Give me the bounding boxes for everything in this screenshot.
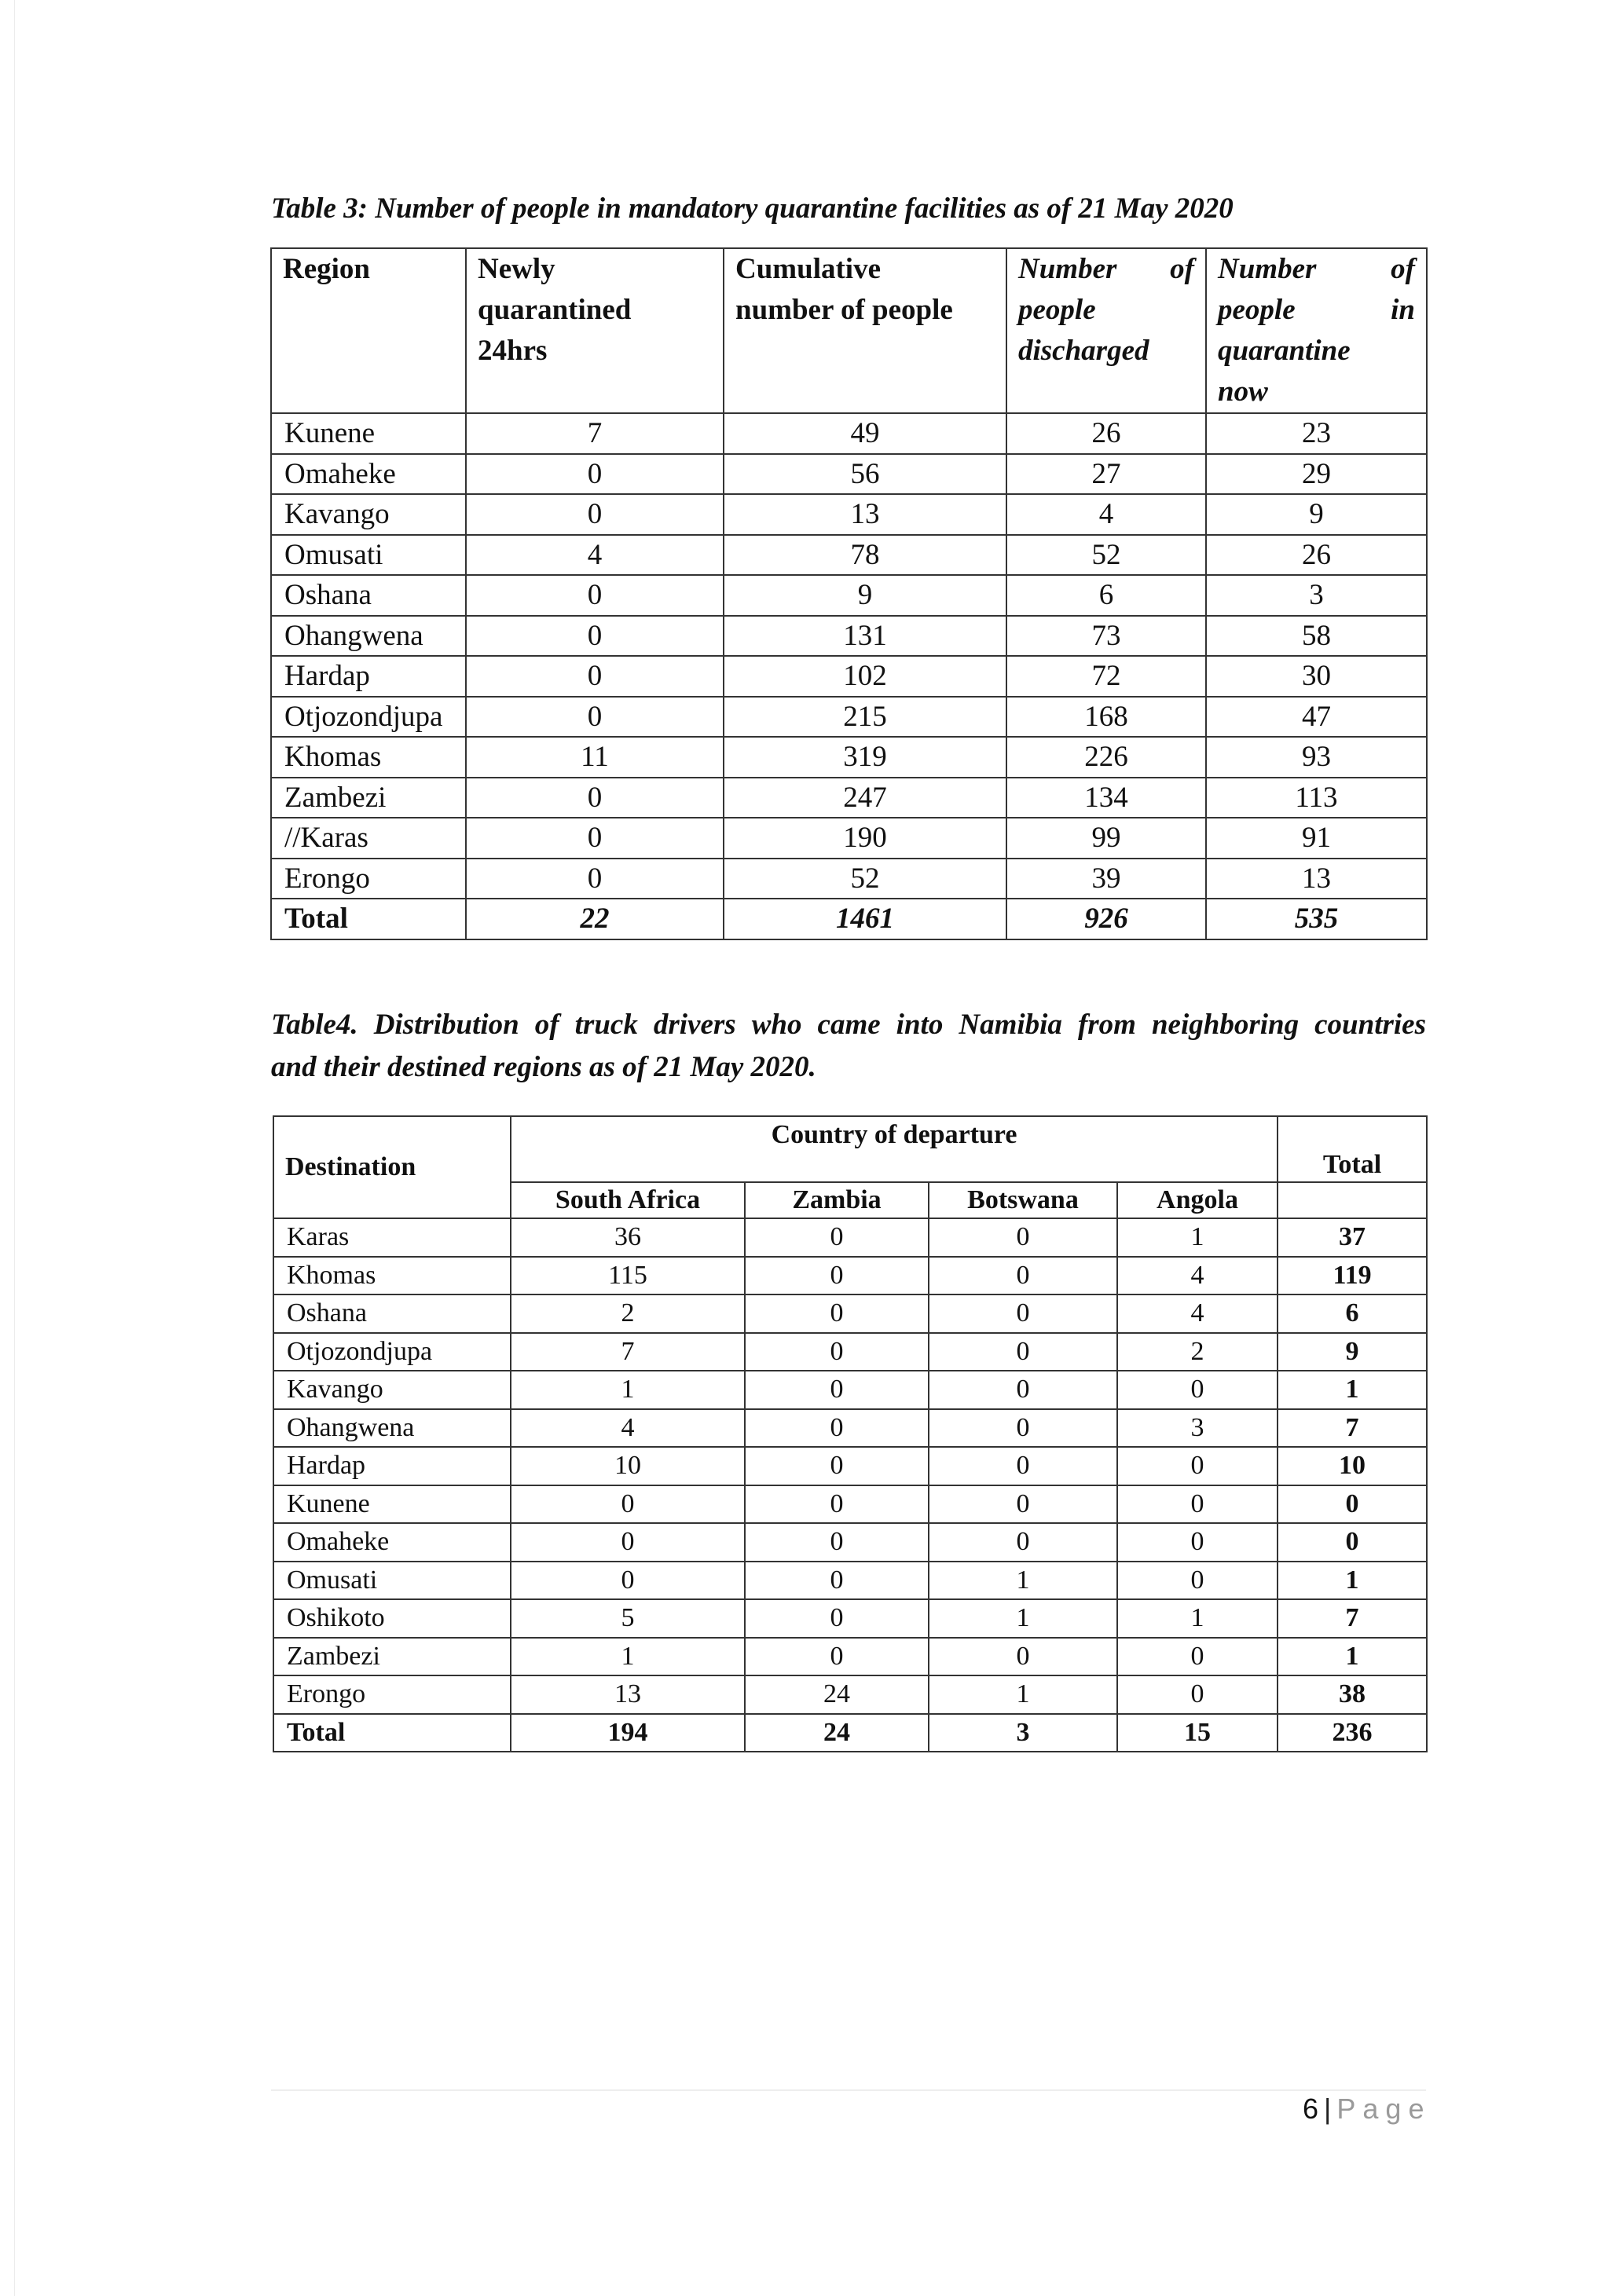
header-line: Cumulative [735,253,881,285]
cell-discharged: 72 [1006,656,1206,697]
cell-in-quarantine-now: 91 [1206,818,1427,859]
cell-angola: 0 [1117,1562,1278,1600]
cell-in-quarantine-now: 26 [1206,535,1427,576]
cell-botswana: 0 [929,1523,1117,1562]
cell-angola: 0 [1117,1638,1278,1676]
table-row [271,575,1427,616]
header-line: 24hrs [478,335,548,367]
header-region: Region [271,248,466,413]
cell-discharged: 52 [1006,535,1206,576]
cell-destination: Karas [273,1218,511,1257]
page-number [1303,2089,1431,2129]
cell-newly-quarantined: 0 [466,494,724,535]
table-row [273,1599,1427,1638]
cell-cumulative: 102 [724,656,1006,697]
header-line: Newly [478,253,555,285]
cell-angola: 0 [1117,1485,1278,1524]
cell-south-africa: 5 [511,1599,745,1638]
cell-botswana: 0 [929,1409,1117,1448]
cell-south-africa: 0 [511,1562,745,1600]
cell-cumulative: 49 [724,413,1006,454]
header-total-blank [1278,1182,1427,1218]
header-destination: Destination [273,1116,511,1218]
cell-region: Kunene [271,413,466,454]
cell-discharged: 73 [1006,616,1206,657]
cell-destination: Erongo [273,1675,511,1714]
cell-angola: 0 [1117,1371,1278,1409]
page-word: Page [1336,2093,1432,2125]
cell-angola: 1 [1117,1218,1278,1257]
table-row [271,859,1427,899]
cell-south-africa: 7 [511,1333,745,1371]
cell-south-africa: 10 [511,1447,745,1485]
cell-south-africa: 36 [511,1218,745,1257]
cell-row-total: 7 [1278,1409,1427,1448]
cell-zambia: 0 [745,1371,929,1409]
cell-row-total: 1 [1278,1638,1427,1676]
header-botswana: Botswana [929,1182,1117,1218]
cell-newly-quarantined: 0 [466,575,724,616]
table4-caption [271,1004,1426,1089]
cell-destination: Khomas [273,1257,511,1295]
cell-cumulative: 52 [724,859,1006,899]
cell-row-total: 0 [1278,1523,1427,1562]
table-row [273,1371,1427,1409]
cell-zambia: 0 [745,1447,929,1485]
header-line: number of people [735,294,953,326]
cell-destination: Otjozondjupa [273,1333,511,1371]
cell-region: Oshana [271,575,466,616]
cell-zambia: 0 [745,1333,929,1371]
table-total-row [271,899,1427,939]
cell-destination: Omusati [273,1562,511,1600]
header-line: Number of [1218,253,1415,285]
cell-cumulative: 56 [724,454,1006,495]
cell-cumulative: 131 [724,616,1006,657]
table-row [273,1294,1427,1333]
cell-cumulative: 247 [724,778,1006,818]
cell-botswana: 1 [929,1599,1117,1638]
cell-row-total: 0 [1278,1485,1427,1524]
cell-region: Total [271,899,466,939]
table-row [273,1333,1427,1371]
cell-newly-quarantined: 0 [466,616,724,657]
cell-angola: 4 [1117,1257,1278,1295]
cell-discharged: 27 [1006,454,1206,495]
cell-region: Otjozondjupa [271,697,466,738]
cell-cumulative: 13 [724,494,1006,535]
header-line: people [1018,294,1096,326]
cell-south-africa: 194 [511,1714,745,1752]
cell-row-total: 37 [1278,1218,1427,1257]
cell-newly-quarantined: 0 [466,778,724,818]
cell-destination: Hardap [273,1447,511,1485]
table-row [271,616,1427,657]
cell-angola: 4 [1117,1294,1278,1333]
cell-in-quarantine-now: 9 [1206,494,1427,535]
cell-botswana: 3 [929,1714,1117,1752]
table-row [271,494,1427,535]
cell-in-quarantine-now: 29 [1206,454,1427,495]
cell-in-quarantine-now: 535 [1206,899,1427,939]
cell-destination: Zambezi [273,1638,511,1676]
cell-zambia: 0 [745,1638,929,1676]
header-in-quarantine-now [1206,248,1427,413]
cell-angola: 15 [1117,1714,1278,1752]
table3-body [271,413,1427,939]
cell-south-africa: 13 [511,1675,745,1714]
cell-region: Erongo [271,859,466,899]
table4-truck-drivers [273,1115,1428,1752]
cell-discharged: 4 [1006,494,1206,535]
cell-in-quarantine-now: 23 [1206,413,1427,454]
cell-angola: 3 [1117,1409,1278,1448]
cell-botswana: 0 [929,1333,1117,1371]
table-row [271,778,1427,818]
cell-zambia: 0 [745,1409,929,1448]
cell-discharged: 99 [1006,818,1206,859]
cell-newly-quarantined: 0 [466,697,724,738]
header-line: now [1218,375,1268,408]
header-newly-quarantined [466,248,724,413]
table-row [273,1523,1427,1562]
cell-angola: 0 [1117,1523,1278,1562]
cell-newly-quarantined: 7 [466,413,724,454]
header-angola: Angola [1117,1182,1278,1218]
header-south-africa: South Africa [511,1182,745,1218]
header-line: quarantined [478,294,632,326]
table-total-row [273,1714,1427,1752]
cell-botswana: 0 [929,1485,1117,1524]
table-row [271,697,1427,738]
cell-botswana: 0 [929,1257,1117,1295]
header-line: Number of [1018,253,1194,285]
cell-botswana: 0 [929,1638,1117,1676]
cell-newly-quarantined: 0 [466,656,724,697]
header-cumulative [724,248,1006,413]
cell-cumulative: 9 [724,575,1006,616]
cell-botswana: 0 [929,1294,1117,1333]
cell-row-total: 119 [1278,1257,1427,1295]
table4-header-row-1 [273,1116,1427,1182]
cell-cumulative: 78 [724,535,1006,576]
table-row [271,535,1427,576]
footer-divider [271,2089,1426,2091]
cell-cumulative: 190 [724,818,1006,859]
cell-angola: 0 [1117,1447,1278,1485]
page-edge [14,0,15,2296]
cell-region: Zambezi [271,778,466,818]
cell-row-total: 9 [1278,1333,1427,1371]
cell-row-total: 7 [1278,1599,1427,1638]
cell-angola: 1 [1117,1599,1278,1638]
cell-zambia: 0 [745,1485,929,1524]
cell-region: Ohangwena [271,616,466,657]
cell-south-africa: 1 [511,1371,745,1409]
cell-cumulative: 1461 [724,899,1006,939]
cell-zambia: 24 [745,1714,929,1752]
cell-region: Khomas [271,737,466,778]
cell-discharged: 134 [1006,778,1206,818]
cell-destination: Ohangwena [273,1409,511,1448]
cell-newly-quarantined: 0 [466,818,724,859]
cell-row-total: 1 [1278,1562,1427,1600]
cell-in-quarantine-now: 113 [1206,778,1427,818]
header-line: quarantine [1218,335,1351,367]
table-row [271,454,1427,495]
cell-newly-quarantined: 0 [466,859,724,899]
cell-south-africa: 115 [511,1257,745,1295]
cell-discharged: 226 [1006,737,1206,778]
cell-zambia: 0 [745,1294,929,1333]
cell-discharged: 39 [1006,859,1206,899]
cell-row-total: 236 [1278,1714,1427,1752]
table-row [271,413,1427,454]
cell-zambia: 0 [745,1599,929,1638]
header-discharged [1006,248,1206,413]
cell-newly-quarantined: 11 [466,737,724,778]
table-row [273,1675,1427,1714]
table4-caption-line1: Table4. Distribution of truck drivers who came into Namibia from neighboring countries [271,1009,1426,1041]
page-number-value: 6 [1303,2093,1320,2125]
table-row [271,656,1427,697]
cell-region: Omaheke [271,454,466,495]
table-row [273,1409,1427,1448]
table-row [273,1485,1427,1524]
table-row [271,818,1427,859]
cell-in-quarantine-now: 30 [1206,656,1427,697]
cell-botswana: 1 [929,1675,1117,1714]
table-row [273,1218,1427,1257]
header-total: Total [1278,1116,1427,1182]
header-line: people in [1218,294,1415,326]
cell-cumulative: 215 [724,697,1006,738]
cell-region: Omusati [271,535,466,576]
cell-angola: 0 [1117,1675,1278,1714]
table-row [273,1447,1427,1485]
table4-body [273,1218,1427,1752]
cell-discharged: 926 [1006,899,1206,939]
cell-zambia: 24 [745,1675,929,1714]
header-line: discharged [1018,335,1149,367]
cell-region: Hardap [271,656,466,697]
cell-botswana: 1 [929,1562,1117,1600]
cell-botswana: 0 [929,1218,1117,1257]
cell-zambia: 0 [745,1257,929,1295]
cell-destination: Oshikoto [273,1599,511,1638]
table3-quarantine [270,247,1428,940]
cell-in-quarantine-now: 93 [1206,737,1427,778]
cell-row-total: 1 [1278,1371,1427,1409]
cell-destination: Kavango [273,1371,511,1409]
cell-angola: 2 [1117,1333,1278,1371]
table3-header-row [271,248,1427,413]
cell-discharged: 26 [1006,413,1206,454]
cell-south-africa: 4 [511,1409,745,1448]
cell-newly-quarantined: 22 [466,899,724,939]
cell-south-africa: 1 [511,1638,745,1676]
cell-in-quarantine-now: 3 [1206,575,1427,616]
table-row [273,1257,1427,1295]
cell-in-quarantine-now: 13 [1206,859,1427,899]
header-zambia: Zambia [745,1182,929,1218]
cell-destination: Total [273,1714,511,1752]
cell-row-total: 38 [1278,1675,1427,1714]
cell-zambia: 0 [745,1523,929,1562]
cell-region: Kavango [271,494,466,535]
cell-discharged: 6 [1006,575,1206,616]
table-row [273,1562,1427,1600]
cell-botswana: 0 [929,1371,1117,1409]
header-country-of-departure: Country of departure [511,1116,1278,1182]
table4-caption-line2: and their destined regions as of 21 May 2020. [271,1051,816,1083]
cell-in-quarantine-now: 58 [1206,616,1427,657]
cell-in-quarantine-now: 47 [1206,697,1427,738]
cell-destination: Kunene [273,1485,511,1524]
cell-south-africa: 0 [511,1523,745,1562]
cell-botswana: 0 [929,1447,1117,1485]
cell-zambia: 0 [745,1218,929,1257]
cell-newly-quarantined: 4 [466,535,724,576]
table3-caption: Table 3: Number of people in mandatory quarantine facilities as of 21 May 2020 [271,192,1234,225]
page-number-separator: | [1324,2093,1333,2125]
cell-region: //Karas [271,818,466,859]
cell-discharged: 168 [1006,697,1206,738]
cell-row-total: 6 [1278,1294,1427,1333]
table-row [273,1638,1427,1676]
cell-destination: Omaheke [273,1523,511,1562]
cell-south-africa: 2 [511,1294,745,1333]
cell-south-africa: 0 [511,1485,745,1524]
cell-newly-quarantined: 0 [466,454,724,495]
table-row [271,737,1427,778]
cell-cumulative: 319 [724,737,1006,778]
cell-zambia: 0 [745,1562,929,1600]
cell-destination: Oshana [273,1294,511,1333]
cell-row-total: 10 [1278,1447,1427,1485]
